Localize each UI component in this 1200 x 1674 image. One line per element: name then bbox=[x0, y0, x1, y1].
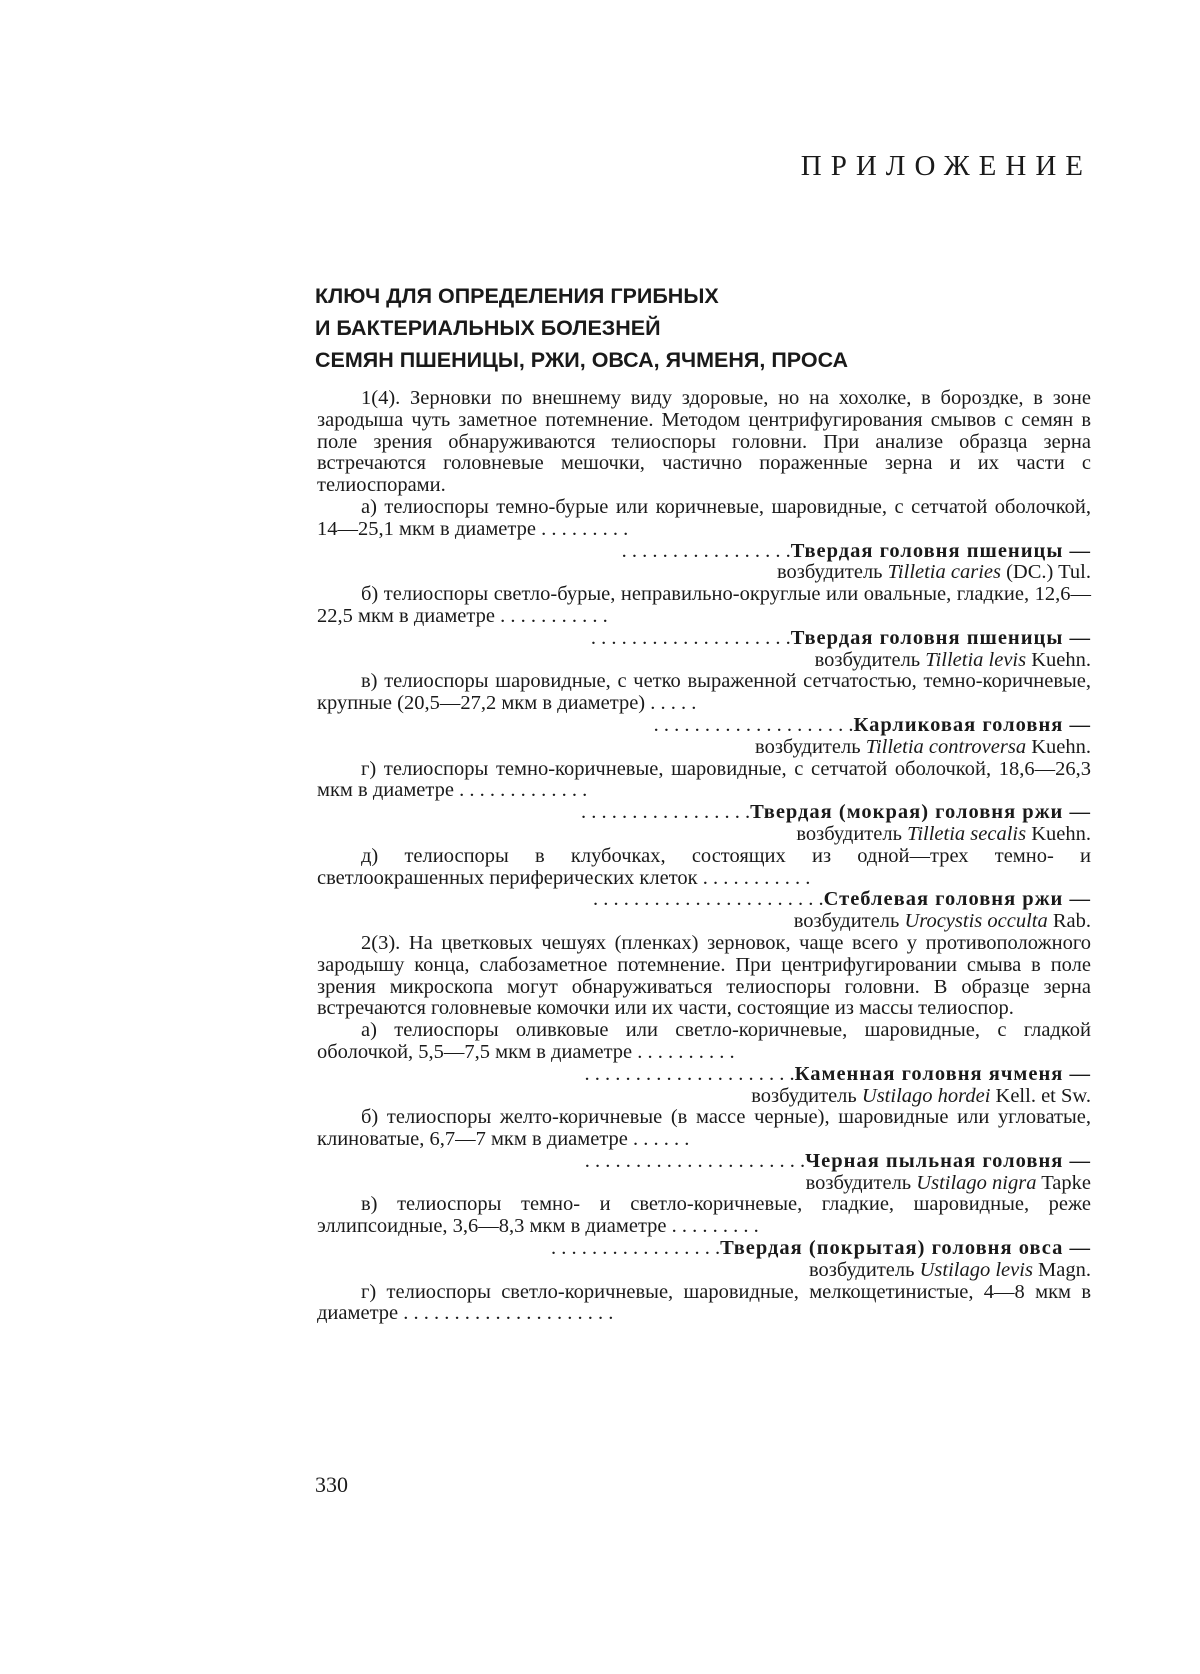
entry-description: г) телиоспоры светло-коричневые, шаровидные, мелкощетинистые, 4—8 мкм в диаметре bbox=[317, 1280, 1091, 1325]
section-intro-1: 1(4). Зерновки по внешнему виду здоровые, но на хохолке, в бороздке, в зоне зародыша чуть заметное потемнение. Методом центрифугирования смывов с семян в поле зрения обнаруживаются телиоспоры головни. При анализе образца зерна встречаются головневые мешочки, частично пораженные зерна и их части с телиоспорами. bbox=[317, 387, 1091, 497]
key-body bbox=[317, 388, 1091, 1325]
entry-dots: . . . . . . . . . . . . . bbox=[453, 779, 588, 802]
disease-name: Твердая головня пшеницы — bbox=[790, 540, 1091, 562]
entry-agent bbox=[317, 1260, 1091, 1282]
agent-prefix: возбудитель bbox=[796, 822, 908, 845]
agent-prefix: возбудитель bbox=[805, 1171, 917, 1194]
result-dots: . . . . . . . . . . . . . . . . . bbox=[580, 802, 751, 824]
agent-author: Tapke bbox=[1036, 1171, 1091, 1194]
section-intro-2: 2(3). На цветковых чешуях (пленках) зерновок, чаще всего у противоположного зародышу конца, слабозаметное потемнение. При центрифугировании смыва в поле зрения микроскопа могут обнаруживаться телиоспоры головни. В образце зерна встречаются головневые комочки или их части, состоящие из массы телиоспор. bbox=[317, 931, 1091, 1020]
result-dots: . . . . . . . . . . . . . . . . . . . . . . . bbox=[592, 889, 824, 911]
agent-author: Kuehn. bbox=[1026, 735, 1091, 758]
entry-dots: . . . . . . . . . . . bbox=[697, 866, 811, 889]
entry-description: б) телиоспоры желто-коричневые (в массе черные), шаровидные или угловатые, клиноватые, 6,7—7 мкм в диаметре bbox=[317, 1106, 1091, 1151]
entry-result bbox=[317, 715, 1091, 737]
disease-name: Стеблевая головня ржи — bbox=[823, 889, 1091, 911]
disease-name: Черная пыльная головня — bbox=[805, 1150, 1091, 1172]
key-entry-trailing bbox=[317, 1282, 1091, 1326]
entry-agent bbox=[317, 650, 1091, 672]
agent-species: Urocystis occulta bbox=[904, 910, 1048, 933]
agent-prefix: возбудитель bbox=[814, 648, 926, 671]
key-entry bbox=[317, 759, 1091, 803]
disease-name: Твердая (покрытая) головня овса — bbox=[720, 1238, 1091, 1260]
entry-result bbox=[317, 541, 1091, 563]
key-title bbox=[315, 280, 1115, 376]
entry-description: д) телиоспоры в клубочках, состоящих из одной—трех темно- и светлоокрашенных периферических клеток bbox=[317, 844, 1091, 889]
entry-agent bbox=[317, 824, 1091, 846]
agent-author: Kell. et Sw. bbox=[990, 1084, 1091, 1107]
entry-agent bbox=[317, 1086, 1091, 1108]
disease-name: Твердая головня пшеницы — bbox=[790, 627, 1091, 649]
agent-prefix: возбудитель bbox=[751, 1084, 862, 1107]
entry-dots: . . . . . bbox=[645, 692, 697, 715]
agent-species: Ustilago levis bbox=[919, 1258, 1033, 1281]
agent-species: Tilletia controversa bbox=[865, 735, 1027, 758]
disease-name: Карликовая головня — bbox=[853, 714, 1091, 736]
agent-species: Tilletia levis bbox=[925, 648, 1027, 671]
agent-species: Tilletia secalis bbox=[907, 822, 1027, 845]
entry-agent bbox=[317, 911, 1091, 933]
agent-author: Rab. bbox=[1047, 910, 1091, 933]
entry-dots: . . . . . . . . . bbox=[666, 1215, 759, 1238]
entry-agent bbox=[317, 562, 1091, 584]
result-dots: . . . . . . . . . . . . . . . . . . . . bbox=[653, 714, 854, 736]
disease-name: Каменная головня ячменя — bbox=[794, 1063, 1091, 1085]
agent-species: Ustilago nigra bbox=[916, 1171, 1037, 1194]
entry-result bbox=[317, 889, 1091, 911]
agent-prefix: возбудитель bbox=[793, 910, 905, 933]
entry-description: а) телиоспоры темно-бурые или коричневые, шаровидные, с сетчатой оболочкой, 14—25,1 мкм в диаметре bbox=[317, 495, 1091, 540]
agent-author: Kuehn. bbox=[1026, 648, 1091, 671]
entry-description: б) телиоспоры светло-бурые, неправильно-округлые или овальные, гладкие, 12,6—22,5 мкм в диаметре bbox=[317, 583, 1091, 627]
entry-agent bbox=[317, 737, 1091, 759]
entry-result bbox=[317, 628, 1091, 650]
entry-result bbox=[317, 1151, 1091, 1173]
entry-agent bbox=[317, 1173, 1091, 1195]
key-entry bbox=[317, 1194, 1091, 1238]
entry-description: г) телиоспоры темно-коричневые, шаровидные, с сетчатой оболочкой, 18,6—26,3 мкм в диаметре bbox=[317, 757, 1091, 802]
key-entry bbox=[317, 846, 1091, 890]
result-dots: . . . . . . . . . . . . . . . . . . . . . . bbox=[584, 1150, 806, 1172]
entry-result bbox=[317, 802, 1091, 824]
key-title-line-2: И БАКТЕРИАЛЬНЫХ БОЛЕЗНЕЙ bbox=[315, 316, 661, 340]
entry-dots: . . . . . . . . . . . bbox=[494, 604, 608, 627]
key-entry bbox=[317, 671, 1091, 715]
entry-description: в) телиоспоры шаровидные, с четко выраженной сетчатостью, темно-коричневые, крупные (20,5—27,2 мкм в диаметре) bbox=[317, 670, 1091, 715]
key-entry bbox=[317, 497, 1091, 541]
entry-result bbox=[317, 1064, 1091, 1086]
key-entry bbox=[317, 1107, 1091, 1151]
agent-author: Magn. bbox=[1032, 1258, 1091, 1281]
result-dots: . . . . . . . . . . . . . . . . . bbox=[550, 1238, 721, 1260]
entry-description: а) телиоспоры оливковые или светло-коричневые, шаровидные, с гладкой оболочкой, 5,5—7,5 мкм в диаметре bbox=[317, 1019, 1091, 1063]
agent-prefix: возбудитель bbox=[808, 1258, 920, 1281]
key-entry bbox=[317, 1020, 1091, 1064]
agent-species: Ustilago hordei bbox=[861, 1084, 991, 1107]
result-dots: . . . . . . . . . . . . . . . . . . . . . bbox=[584, 1063, 795, 1085]
result-dots: . . . . . . . . . . . . . . . . . bbox=[621, 540, 791, 562]
entry-description: в) телиоспоры темно- и светло-коричневые, гладкие, шаровидные, реже эллипсоидные, 3,6—8,3 мкм в диаметре bbox=[317, 1193, 1091, 1238]
entry-dots: . . . . . . bbox=[627, 1128, 690, 1151]
entry-result bbox=[317, 1238, 1091, 1260]
disease-name: Твердая (мокрая) головня ржи — bbox=[750, 802, 1091, 824]
key-title-line-1: КЛЮЧ ДЛЯ ОПРЕДЕЛЕНИЯ ГРИБНЫХ bbox=[315, 284, 719, 308]
agent-author: (DC.) Tul. bbox=[1000, 561, 1091, 584]
key-title-line-3: СЕМЯН ПШЕНИЦЫ, РЖИ, ОВСА, ЯЧМЕНЯ, ПРОСА bbox=[315, 348, 849, 372]
page-number: 330 bbox=[315, 1472, 348, 1497]
result-dots: . . . . . . . . . . . . . . . . . . . . bbox=[590, 627, 791, 649]
appendix-heading: ПРИЛОЖЕНИЕ bbox=[800, 150, 1092, 182]
entry-dots: . . . . . . . . . . bbox=[632, 1040, 735, 1063]
entry-dots: . . . . . . . . . . . . . . . . . . . . . bbox=[398, 1302, 614, 1325]
agent-prefix: возбудитель bbox=[776, 561, 888, 584]
agent-species: Tilletia caries bbox=[887, 561, 1001, 584]
agent-author: Kuehn. bbox=[1026, 822, 1091, 845]
agent-prefix: возбудитель bbox=[755, 735, 866, 758]
entry-dots: . . . . . . . . . bbox=[535, 517, 629, 540]
key-entry bbox=[317, 584, 1091, 628]
